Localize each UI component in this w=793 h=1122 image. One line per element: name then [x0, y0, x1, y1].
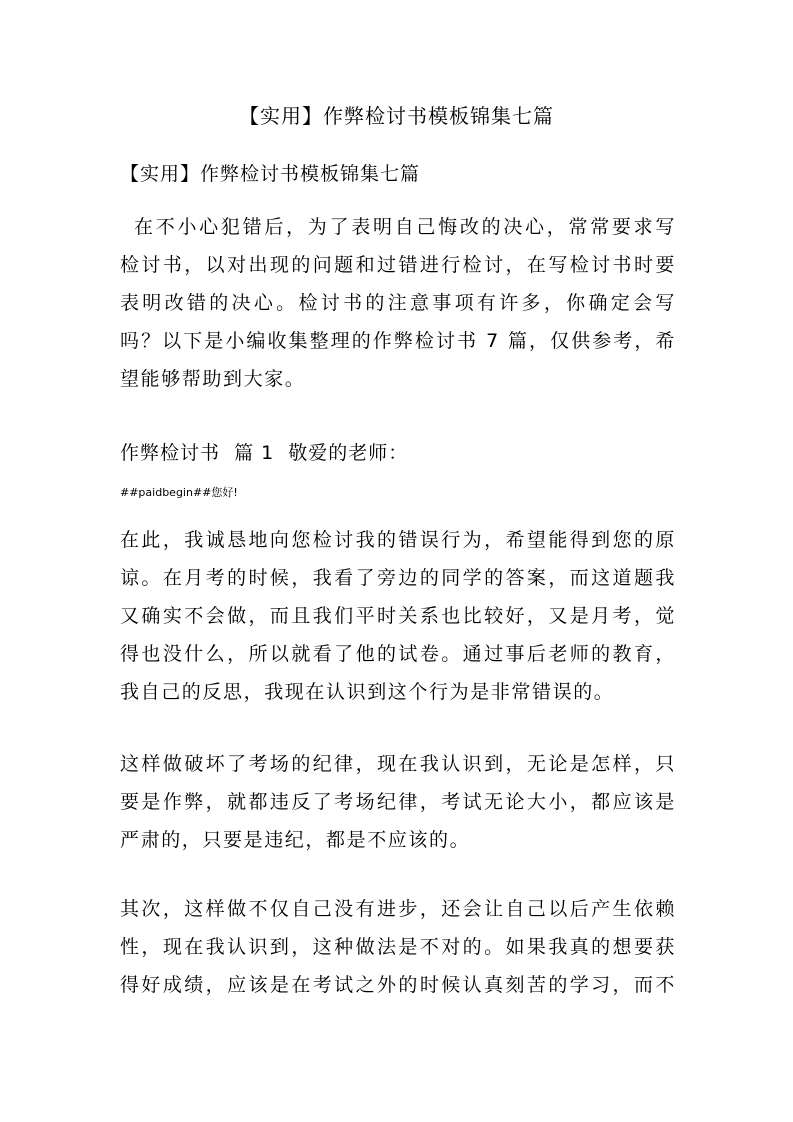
paragraph-line: 严肃的，只要是违纪，都是不应该的。	[120, 829, 471, 851]
intro-line: 望能够帮助到大家。	[120, 368, 306, 390]
paragraph-line: 在此，我诚恳地向您检讨我的错误行为，希望能得到您的原	[120, 529, 676, 551]
paragraph-3	[120, 890, 676, 1004]
paragraph-line: 我自己的反思，我现在认识到这个行为是非常错误的。	[120, 681, 615, 703]
intro-line: 检讨书，以对出现的问题和过错进行检讨，在写检讨书时要	[120, 254, 676, 276]
document-title: 【实用】作弊检讨书模板锦集七篇	[239, 104, 554, 128]
paragraph-line: 其次，这样做不仅自己没有进步，还会让自己以后产生依赖	[120, 898, 676, 920]
paragraph-line: 性，现在我认识到，这种做法是不对的。如果我真的想要获	[120, 936, 676, 958]
intro-line: 吗？以下是小编收集整理的作弊检讨书 7 篇，仅供参考，希	[120, 330, 676, 352]
paragraph-line: 谅。在月考的时候，我看了旁边的同学的答案，而这道题我	[120, 567, 676, 589]
section-heading	[120, 434, 676, 472]
paragraph-2	[120, 745, 676, 859]
intro-line: 表明改错的决心。检讨书的注意事项有许多，你确定会写	[120, 292, 676, 314]
document-subtitle	[120, 155, 676, 193]
section-heading-text: 作弊检讨书 篇 1 敬爱的老师：	[120, 442, 409, 464]
small-greeting: ##paidbegin##您好!	[120, 486, 238, 499]
paragraph-line: 要是作弊，就都违反了考场纪律，考试无论大小，都应该是	[120, 791, 676, 813]
paragraph-line: 又确实不会做，而且我们平时关系也比较好，又是月考，觉	[120, 605, 676, 627]
paragraph-1	[120, 521, 676, 711]
paragraph-line: 得也没什么，所以就看了他的试卷。通过事后老师的教育，	[120, 643, 676, 665]
paragraph-line: 得好成绩，应该是在考试之外的时候认真刻苦的学习，而不	[120, 974, 676, 996]
intro-paragraph	[120, 208, 676, 398]
intro-line: 在不小心犯错后，为了表明自己悔改的决心，常常要求写	[134, 216, 676, 238]
subtitle-text: 【实用】作弊检讨书模板锦集七篇	[120, 163, 421, 185]
paragraph-line: 这样做破坏了考场的纪律，现在我认识到，无论是怎样，只	[120, 753, 676, 775]
